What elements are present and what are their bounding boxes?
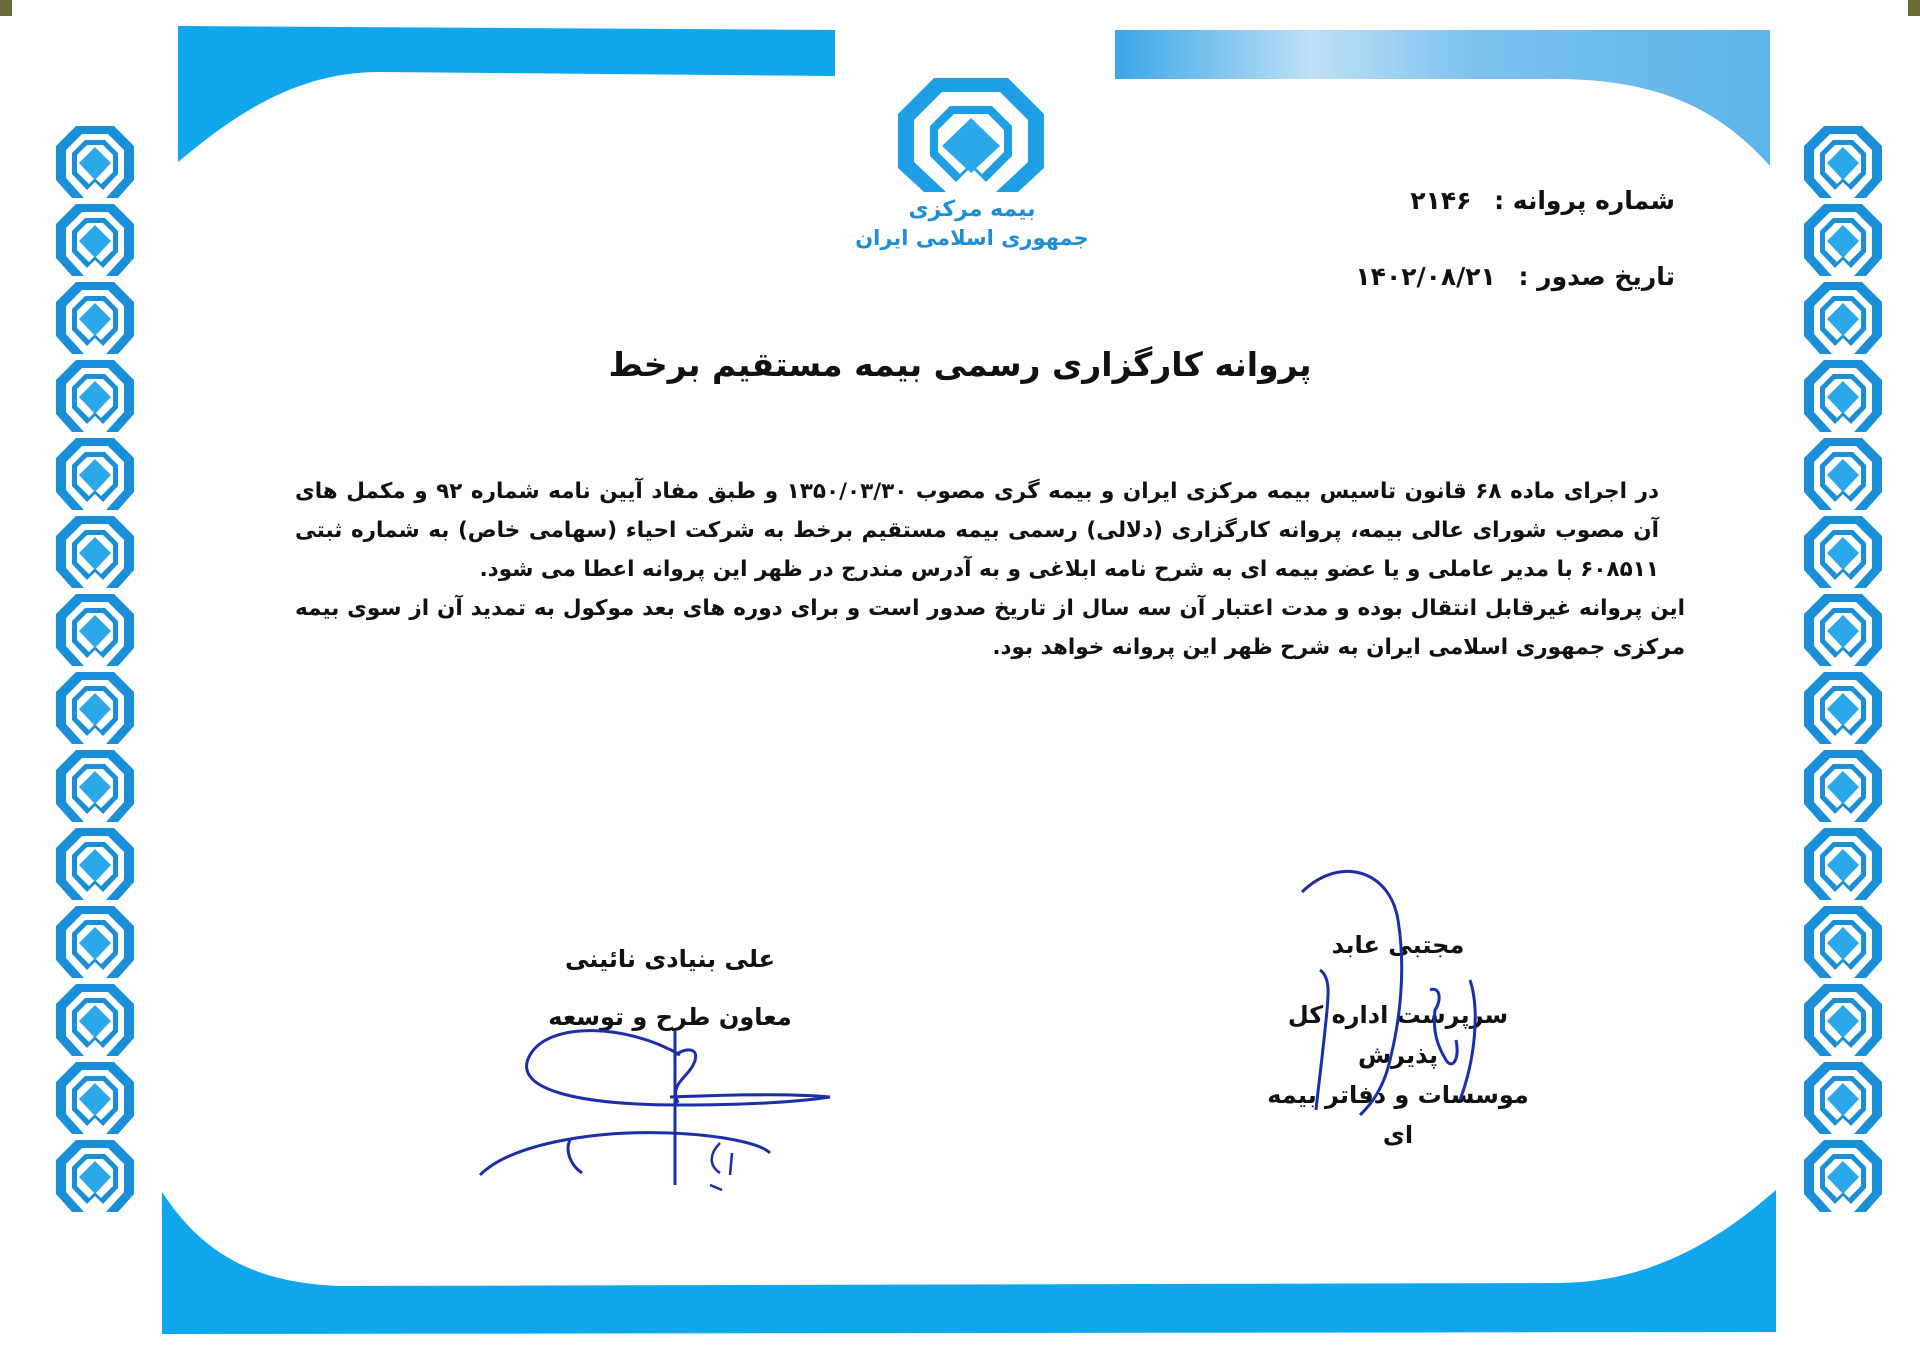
signatory-name: علی بنیادی نائینی bbox=[564, 945, 776, 973]
border-emblem-icon bbox=[1800, 668, 1886, 746]
border-emblem-icon bbox=[1800, 1136, 1886, 1214]
license-number-row bbox=[1410, 186, 1675, 215]
company-name: شرکت احیاء (سهامی خاص) bbox=[457, 518, 755, 543]
logo-line-2: جمهوری اسلامی ایران bbox=[855, 226, 1089, 250]
border-emblem-icon bbox=[52, 590, 138, 668]
central-insurance-emblem-icon bbox=[896, 76, 1046, 194]
right-emblem-border bbox=[1800, 122, 1886, 1214]
signatory-left bbox=[540, 930, 800, 1046]
border-emblem-icon bbox=[52, 1058, 138, 1136]
signatory-title: سرپرست اداره کل پذیرش bbox=[1287, 1001, 1509, 1069]
border-emblem-icon bbox=[52, 980, 138, 1058]
body-text-segment: با مدیر عاملی و یا عضو بیمه ای به شرح نامه ابلاغی و به آدرس مندرج در ظهر این پروانه اعطا می شود. bbox=[479, 557, 1581, 582]
border-emblem-icon bbox=[1800, 746, 1886, 824]
license-type-emphasis: برخط bbox=[793, 518, 854, 543]
signatory-title: معاون طرح و توسعه bbox=[548, 1003, 792, 1031]
top-right-band bbox=[1115, 30, 1770, 166]
license-number-label: شماره پروانه : bbox=[1494, 186, 1675, 215]
certificate-body bbox=[295, 472, 1685, 667]
scan-corner-mark bbox=[0, 0, 12, 16]
registration-number: ۶۰۸۵۱۱ bbox=[1580, 557, 1659, 582]
body-paragraph-2: این پروانه غیرقابل انتقال بوده و مدت اعتبار آن سه سال از تاریخ صدور است و برای دوره های بعد موکول به تمدید آن از سوی بیمه مرکزی جمهوری اسلامی ایران به شرح ظهر این پروانه خواهد بود. bbox=[295, 596, 1685, 660]
border-emblem-icon bbox=[1800, 980, 1886, 1058]
border-emblem-icon bbox=[52, 434, 138, 512]
border-emblem-icon bbox=[1800, 122, 1886, 200]
body-paragraph-1 bbox=[295, 472, 1685, 589]
left-emblem-border bbox=[52, 122, 138, 1214]
border-emblem-icon bbox=[1800, 824, 1886, 902]
border-emblem-icon bbox=[52, 1136, 138, 1214]
bottom-band bbox=[162, 1190, 1776, 1334]
border-emblem-icon bbox=[1800, 512, 1886, 590]
logo-line-1: بیمه مرکزی bbox=[908, 197, 1036, 222]
border-emblem-icon bbox=[1800, 200, 1886, 278]
border-emblem-icon bbox=[52, 200, 138, 278]
body-text-segment: در اجرای ماده ۶۸ قانون تاسیس بیمه مرکزی ایران و بیمه گری مصوب ۱۳۵۰/۰۳/۳۰ و طبق مفاد آیین نامه شماره ۹۲ و مکمل های آن مصوب شورای عالی بیمه، پروانه کارگزاری (دلالی) رسمی بیمه مستقیم bbox=[295, 479, 1659, 543]
border-emblem-icon bbox=[1800, 590, 1886, 668]
body-text-segment: به bbox=[754, 518, 794, 543]
signatory-right bbox=[1248, 925, 1548, 1155]
border-emblem-icon bbox=[52, 122, 138, 200]
issue-date-value: ۱۴۰۲/۰۸/۲۱ bbox=[1355, 262, 1496, 291]
border-emblem-icon bbox=[52, 746, 138, 824]
issue-date-row bbox=[1355, 262, 1675, 291]
border-emblem-icon bbox=[1800, 902, 1886, 980]
logo-wordmark bbox=[850, 196, 1094, 252]
issue-date-label: تاریخ صدور : bbox=[1518, 262, 1675, 291]
scan-corner-mark bbox=[1908, 0, 1920, 16]
handwritten-signature-left bbox=[470, 1025, 840, 1200]
border-emblem-icon bbox=[52, 902, 138, 980]
signatory-title: موسسات و دفاتر بیمه ای bbox=[1267, 1081, 1529, 1149]
border-emblem-icon bbox=[1800, 434, 1886, 512]
border-emblem-icon bbox=[52, 512, 138, 590]
top-left-band bbox=[178, 26, 835, 162]
certificate-title: پروانه کارگزاری رسمی بیمه مستقیم برخط bbox=[608, 345, 1312, 384]
license-number-value: ۲۱۴۶ bbox=[1410, 186, 1472, 215]
border-emblem-icon bbox=[1800, 1058, 1886, 1136]
border-emblem-icon bbox=[52, 824, 138, 902]
border-emblem-icon bbox=[52, 668, 138, 746]
body-text-segment: به شماره ثبتی bbox=[295, 518, 458, 543]
signatory-name: مجتبی عابد bbox=[1331, 931, 1465, 959]
